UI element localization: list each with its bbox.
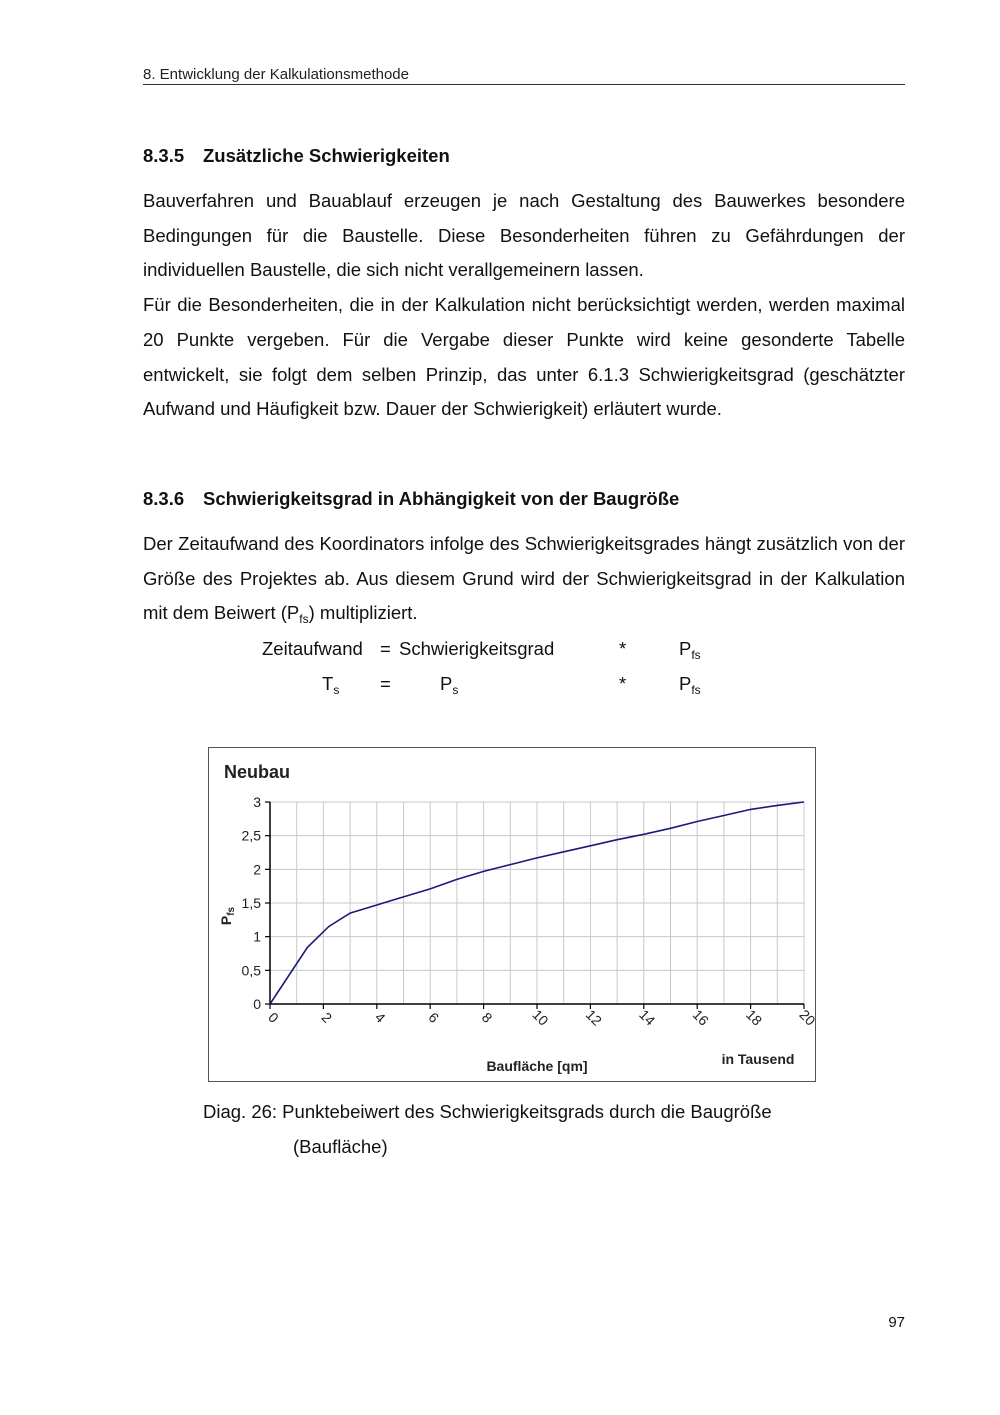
factor-symbol: P <box>679 673 692 694</box>
equation-2-rhs <box>440 673 458 695</box>
chart-x-unit-note: in Tausend <box>721 1051 795 1067</box>
chart-y-tick-label: 3 <box>253 794 261 810</box>
paragraph <box>143 527 905 631</box>
y-axis-label-symbol: P <box>218 915 234 926</box>
lhs-subscript: s <box>333 683 340 697</box>
chart-y-tick-label: 0,5 <box>241 962 261 979</box>
chart-ticks <box>242 794 819 1029</box>
equation-2-factor <box>679 673 701 695</box>
equation-1-factor <box>679 638 701 660</box>
chart-grid <box>270 802 804 1004</box>
chart-frame <box>208 747 819 1082</box>
chart-title: Neubau <box>224 762 291 782</box>
section-835-number: 8.3.5 <box>143 145 185 166</box>
chart-x-tick-label: 6 <box>425 1009 443 1026</box>
chart-x-tick-label: 0 <box>265 1009 282 1026</box>
chart-x-tick-label: 18 <box>742 1006 766 1029</box>
equation-2-lhs <box>322 673 339 695</box>
paragraph: Bauverfahren und Bauablauf erzeugen je nach Gestaltung des Bauwerkes besondere Bedingungen für die Baustelle. Diese Besonderheiten führen zu Gefährdungen der individuellen Baustelle, die sich nicht verallgemeinern lassen. <box>143 190 905 281</box>
section-835-heading <box>143 145 450 167</box>
chart-x-axis-label: Baufläche [qm] <box>486 1058 588 1074</box>
running-header: 8. Entwicklung der Kalkulationsmethode <box>143 66 409 83</box>
equation-1-lhs: Zeitaufwand <box>262 638 363 659</box>
paragraph-subscript: fs <box>299 612 309 627</box>
chart-x-tick-label: 10 <box>529 1006 552 1029</box>
paragraph-text-end: ) multipliziert. <box>308 602 418 624</box>
chart-svg <box>209 748 819 1081</box>
chart-x-tick-label: 4 <box>371 1009 389 1026</box>
section-836-body <box>143 527 905 631</box>
factor-subscript: fs <box>691 683 701 697</box>
equation-1-operator: * <box>619 638 627 659</box>
equation-2-equals: = <box>380 673 391 694</box>
factor-subscript: fs <box>691 648 701 662</box>
paragraph-text: Der Zeitaufwand des Koordinators infolge des Schwierigkeitsgrades hängt zusätzlich von der Größe des Projektes ab. Aus diesem Grund wird der Schwierigkeitsgrad in der Kalkulation mit dem Beiwert (P <box>143 533 905 624</box>
paragraph: Für die Besonderheiten, die in der Kalkulation nicht berücksichtigt werden, werden maximal 20 Punkte vergeben. Für die Vergabe dieser Punkte wird keine gesonderte Tabelle entwickelt, sie folgt dem selben Prinzip, das unter 6.1.3 Schwierigkeitsgrad (geschätzter Aufwand und Häufigkeit bzw. Dauer der Schwierigkeit) erläutert wurde. <box>143 294 905 420</box>
figure-caption-line-2: (Baufläche) <box>293 1136 388 1157</box>
equation-1-equals: = <box>380 638 391 659</box>
section-836-heading <box>143 488 679 510</box>
page-number: 97 <box>888 1314 905 1331</box>
chart-y-tick-label: 1 <box>253 928 261 945</box>
chart-x-tick-label: 16 <box>689 1006 712 1029</box>
y-axis-label-subscript: fs <box>226 906 237 916</box>
chart-x-tick-label: 8 <box>478 1009 496 1026</box>
chart-x-tick-label: 12 <box>582 1006 606 1029</box>
rhs-symbol: P <box>440 673 453 694</box>
rhs-subscript: s <box>452 683 459 697</box>
header-rule <box>143 84 905 85</box>
section-836-number: 8.3.6 <box>143 488 185 509</box>
chart-y-tick-label: 0 <box>253 996 261 1012</box>
figure-caption-line-1: Diag. 26: Punktebeiwert des Schwierigkeitsgrads durch die Baugröße <box>203 1101 772 1122</box>
chart-x-tick-label: 14 <box>636 1006 659 1029</box>
chart-y-tick-label: 2 <box>253 861 261 878</box>
equation-1-rhs: Schwierigkeitsgrad <box>399 638 555 659</box>
chart-y-tick-label: 1,5 <box>241 895 261 911</box>
lhs-symbol: T <box>322 673 334 694</box>
chart-y-tick-label: 2,5 <box>241 827 261 844</box>
section-836-title: Schwierigkeitsgrad in Abhängigkeit von der Baugröße <box>203 488 680 509</box>
section-835-body <box>143 184 905 427</box>
factor-symbol: P <box>679 638 692 659</box>
section-835-title: Zusätzliche Schwierigkeiten <box>203 145 450 166</box>
chart-y-axis-label <box>218 906 237 925</box>
equation-2-operator: * <box>619 673 627 694</box>
chart-x-tick-label: 2 <box>318 1009 336 1026</box>
chart-x-tick-label: 20 <box>796 1006 819 1029</box>
